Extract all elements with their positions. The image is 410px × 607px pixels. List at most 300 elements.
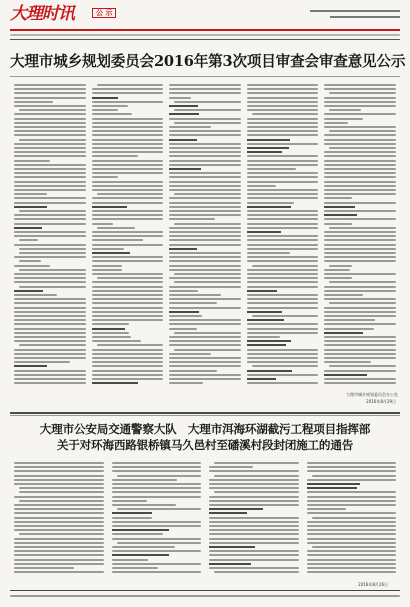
text-line — [307, 462, 397, 464]
text-line — [324, 290, 396, 292]
text-line — [112, 487, 202, 489]
text-subhead — [92, 328, 126, 330]
text-line — [247, 273, 319, 275]
text-line — [14, 479, 104, 481]
text-line — [247, 122, 319, 124]
text-line — [209, 525, 299, 527]
text-line — [14, 147, 86, 149]
text-line — [92, 113, 133, 115]
text-line — [247, 218, 319, 220]
text-line — [14, 265, 50, 267]
text-line — [307, 496, 397, 498]
text-line — [112, 546, 176, 548]
text-line — [247, 109, 319, 111]
text-line — [324, 164, 396, 166]
text-subhead — [209, 563, 251, 565]
text-line — [112, 538, 202, 540]
text-line — [247, 235, 319, 237]
text-line — [92, 176, 119, 178]
text-line — [14, 496, 104, 498]
text-line — [14, 546, 104, 548]
text-line — [209, 554, 299, 556]
text-line — [169, 197, 241, 199]
text-line — [14, 311, 86, 313]
text-line — [14, 84, 86, 86]
text-line — [14, 113, 86, 115]
text-line — [14, 475, 104, 477]
text-line — [92, 168, 164, 170]
text-line — [324, 105, 396, 107]
text-line — [324, 202, 396, 204]
text-line — [324, 353, 396, 355]
text-line — [92, 290, 164, 292]
text-line — [14, 130, 86, 132]
text-line — [307, 512, 397, 514]
text-line — [307, 533, 397, 535]
text-line — [92, 88, 164, 90]
text-line — [92, 269, 123, 271]
text-subhead — [247, 344, 286, 346]
text-line — [14, 563, 104, 565]
text-line — [324, 235, 396, 237]
text-line — [92, 210, 164, 212]
text-subhead — [209, 508, 263, 510]
text-subhead — [247, 290, 278, 292]
text-line — [117, 542, 202, 544]
text-line — [329, 281, 396, 283]
text-line — [169, 344, 241, 346]
text-line — [92, 319, 164, 321]
text-line — [247, 176, 319, 178]
text-subhead — [14, 206, 47, 208]
text-line — [169, 336, 241, 338]
text-line — [174, 349, 241, 351]
text-subhead — [14, 365, 47, 367]
text-line — [324, 357, 396, 359]
text-line — [92, 349, 164, 351]
text-subhead — [112, 512, 153, 514]
text-line — [14, 550, 104, 552]
notice-1-signoff-date: 2016年8月29日 — [366, 399, 396, 404]
masthead — [10, 6, 400, 28]
text-line — [247, 332, 319, 334]
text-line — [14, 218, 86, 220]
text-line — [174, 273, 241, 275]
text-line — [324, 298, 396, 300]
text-line — [14, 126, 86, 128]
text-line — [14, 168, 86, 170]
text-line — [14, 244, 86, 246]
text-subhead — [307, 483, 360, 485]
text-line — [14, 504, 104, 506]
footer-rule — [10, 590, 400, 591]
text-line — [247, 302, 319, 304]
text-line — [92, 365, 164, 367]
text-line — [169, 210, 241, 212]
text-line — [169, 88, 241, 90]
text-line — [247, 244, 319, 246]
text-line — [307, 521, 397, 523]
text-line — [14, 554, 104, 556]
text-line — [247, 328, 319, 330]
text-line — [92, 109, 118, 111]
text-line — [92, 336, 131, 338]
text-line — [169, 202, 241, 204]
text-line — [329, 147, 396, 149]
text-line — [312, 546, 397, 548]
text-line — [92, 260, 164, 262]
text-line — [14, 181, 86, 183]
text-line — [92, 202, 164, 204]
text-line — [324, 168, 396, 170]
text-line — [247, 294, 319, 296]
text-line — [169, 172, 241, 174]
text-line — [112, 559, 148, 561]
text-line — [92, 239, 144, 241]
text-line — [92, 357, 164, 359]
text-line — [92, 340, 142, 342]
text-line — [324, 328, 374, 330]
text-line — [247, 223, 319, 225]
text-line — [112, 533, 163, 535]
text-line — [14, 521, 104, 523]
text-line — [307, 491, 397, 493]
text-line — [19, 500, 104, 502]
text-line — [14, 193, 47, 195]
text-line — [14, 151, 86, 153]
text-line — [19, 487, 104, 489]
text-line — [324, 126, 396, 128]
notice-divider — [10, 412, 400, 414]
text-line — [247, 160, 319, 162]
text-line — [92, 160, 164, 162]
text-line — [92, 370, 164, 372]
text-line — [169, 97, 191, 99]
text-line — [324, 269, 349, 271]
text-line — [209, 496, 299, 498]
text-line — [92, 122, 164, 124]
text-line — [97, 344, 164, 346]
text-line — [92, 235, 164, 237]
text-line — [324, 307, 396, 309]
text-line — [247, 164, 319, 166]
text-line — [174, 223, 241, 225]
text-line — [92, 92, 164, 94]
text-line — [14, 378, 86, 380]
text-line — [169, 265, 241, 267]
masthead-meta — [310, 9, 400, 21]
text-line — [14, 118, 86, 120]
text-line — [312, 517, 397, 519]
text-line — [14, 361, 70, 363]
text-line — [169, 155, 241, 157]
text-line — [324, 286, 396, 288]
text-subhead — [209, 512, 247, 514]
text-line — [14, 160, 50, 162]
text-line — [324, 172, 396, 174]
text-line — [14, 349, 86, 351]
text-line — [92, 139, 164, 141]
text-line — [247, 269, 319, 271]
text-line — [324, 323, 396, 325]
notice-1-title-rule — [10, 76, 400, 77]
text-line — [14, 357, 86, 359]
text-line — [324, 218, 396, 220]
text-line — [174, 109, 241, 111]
text-column — [14, 462, 104, 578]
text-line — [92, 302, 164, 304]
masthead-info-text — [10, 34, 400, 36]
text-line — [324, 319, 374, 321]
text-line — [169, 181, 241, 183]
text-line — [307, 525, 397, 527]
text-line — [92, 134, 164, 136]
text-line — [92, 118, 164, 120]
text-line — [14, 470, 104, 472]
text-line — [324, 84, 396, 86]
text-line — [169, 294, 221, 296]
text-line — [14, 88, 86, 90]
text-line — [209, 529, 299, 531]
text-line — [169, 134, 241, 136]
text-line — [169, 361, 241, 363]
text-line — [247, 97, 319, 99]
text-line — [324, 210, 396, 212]
text-subhead — [307, 487, 358, 489]
text-line — [209, 533, 299, 535]
text-line — [307, 563, 397, 565]
text-line — [117, 508, 202, 510]
text-line — [92, 286, 164, 288]
text-line — [14, 462, 104, 464]
text-line — [92, 231, 164, 233]
text-line — [92, 197, 164, 199]
text-line — [174, 193, 241, 195]
text-line — [307, 479, 397, 481]
text-line — [97, 193, 164, 195]
text-line — [209, 487, 299, 489]
text-line — [97, 227, 136, 229]
text-line — [19, 252, 86, 254]
text-line — [14, 328, 86, 330]
text-line — [169, 370, 217, 372]
text-subhead — [247, 151, 282, 153]
text-line — [324, 336, 396, 338]
text-line — [174, 122, 241, 124]
text-line — [169, 185, 241, 187]
text-line — [209, 542, 299, 544]
text-line — [209, 466, 253, 468]
text-line — [14, 256, 86, 258]
text-line — [112, 563, 202, 565]
text-line — [307, 559, 397, 561]
text-line — [209, 538, 299, 540]
text-line — [329, 365, 396, 367]
text-line — [92, 172, 164, 174]
text-line — [329, 227, 396, 229]
text-subhead — [169, 139, 197, 141]
text-line — [324, 97, 396, 99]
text-line — [169, 302, 217, 304]
text-line — [247, 252, 290, 254]
text-line — [97, 84, 164, 86]
text-line — [169, 290, 198, 292]
text-line — [247, 88, 319, 90]
text-subhead — [247, 319, 284, 321]
text-subhead — [169, 311, 198, 313]
page-footer — [10, 594, 400, 598]
text-line — [252, 365, 319, 367]
text-line — [14, 538, 104, 540]
masthead-meta-line — [310, 10, 400, 12]
text-line — [92, 281, 164, 283]
text-line — [169, 214, 241, 216]
text-line — [247, 84, 319, 86]
text-line — [324, 277, 352, 279]
text-line — [247, 277, 319, 279]
text-subhead — [169, 248, 197, 250]
text-line — [324, 197, 352, 199]
text-line — [14, 277, 86, 279]
text-line — [307, 500, 397, 502]
text-line — [112, 470, 202, 472]
text-column — [169, 84, 241, 388]
text-subhead — [92, 252, 131, 254]
text-line — [247, 202, 294, 204]
text-line — [324, 101, 396, 103]
text-line — [307, 538, 397, 540]
text-subhead — [92, 206, 127, 208]
text-line — [329, 130, 396, 132]
text-subhead — [169, 168, 201, 170]
text-line — [14, 512, 104, 514]
text-line — [214, 571, 299, 573]
text-line — [92, 126, 164, 128]
text-line — [169, 252, 241, 254]
text-line — [92, 164, 164, 166]
text-line — [112, 491, 202, 493]
text-line — [247, 281, 319, 283]
text-line — [19, 210, 86, 212]
text-line — [312, 475, 397, 477]
text-subhead — [247, 340, 291, 342]
text-subhead — [209, 546, 255, 548]
text-line — [247, 181, 319, 183]
text-line — [174, 332, 241, 334]
text-line — [14, 323, 86, 325]
text-line — [19, 139, 86, 141]
text-line — [324, 185, 396, 187]
text-line — [92, 185, 164, 187]
text-line — [169, 319, 241, 321]
text-subhead — [247, 206, 291, 208]
text-line — [324, 370, 396, 372]
text-line — [92, 218, 164, 220]
text-line — [209, 479, 299, 481]
text-line — [307, 508, 347, 510]
text-line — [169, 239, 241, 241]
text-line — [247, 374, 319, 376]
text-line — [92, 147, 164, 149]
text-line — [247, 323, 319, 325]
text-line — [14, 559, 104, 561]
text-line — [329, 109, 360, 111]
text-line — [324, 244, 396, 246]
text-line — [247, 349, 319, 351]
text-column — [324, 84, 396, 388]
text-line — [247, 210, 319, 212]
text-line — [209, 500, 299, 502]
text-line — [14, 294, 57, 296]
text-line — [247, 357, 319, 359]
text-line — [92, 155, 139, 157]
text-line — [169, 286, 241, 288]
text-line — [324, 134, 396, 136]
text-line — [247, 189, 319, 191]
text-line — [252, 315, 319, 317]
text-line — [19, 533, 104, 535]
text-line — [14, 332, 86, 334]
text-line — [169, 218, 215, 220]
text-line — [214, 491, 299, 493]
text-line — [14, 315, 86, 317]
text-subhead — [169, 105, 198, 107]
text-line — [247, 105, 319, 107]
text-line — [307, 504, 397, 506]
text-line — [169, 231, 241, 233]
text-line — [307, 466, 397, 468]
text-line — [92, 189, 164, 191]
text-line — [169, 151, 241, 153]
text-line — [14, 281, 86, 283]
text-line — [329, 92, 396, 94]
text-line — [174, 101, 241, 103]
text-line — [169, 328, 197, 330]
text-line — [14, 319, 86, 321]
text-line — [247, 193, 319, 195]
text-line — [112, 567, 158, 569]
text-line — [324, 139, 396, 141]
text-line — [169, 374, 241, 376]
text-line — [117, 475, 202, 477]
text-line — [209, 521, 299, 523]
text-line — [112, 521, 202, 523]
text-line — [324, 118, 362, 120]
text-line — [14, 567, 74, 569]
masthead-info-strip — [10, 33, 400, 37]
text-line — [247, 286, 319, 288]
text-line — [169, 206, 241, 208]
text-subhead — [324, 206, 355, 208]
text-line — [14, 231, 86, 233]
text-line — [92, 143, 164, 145]
text-line — [112, 479, 177, 481]
text-subhead — [247, 139, 290, 141]
text-line — [169, 323, 241, 325]
text-subhead — [247, 370, 292, 372]
text-line — [324, 378, 396, 380]
text-line — [169, 365, 241, 367]
text-line — [324, 349, 396, 351]
text-line — [214, 475, 299, 477]
text-line — [169, 176, 241, 178]
text-line — [14, 105, 86, 107]
text-line — [169, 315, 202, 317]
text-line — [307, 554, 397, 556]
text-line — [14, 164, 86, 166]
text-line — [169, 357, 241, 359]
footer-text — [10, 595, 400, 597]
